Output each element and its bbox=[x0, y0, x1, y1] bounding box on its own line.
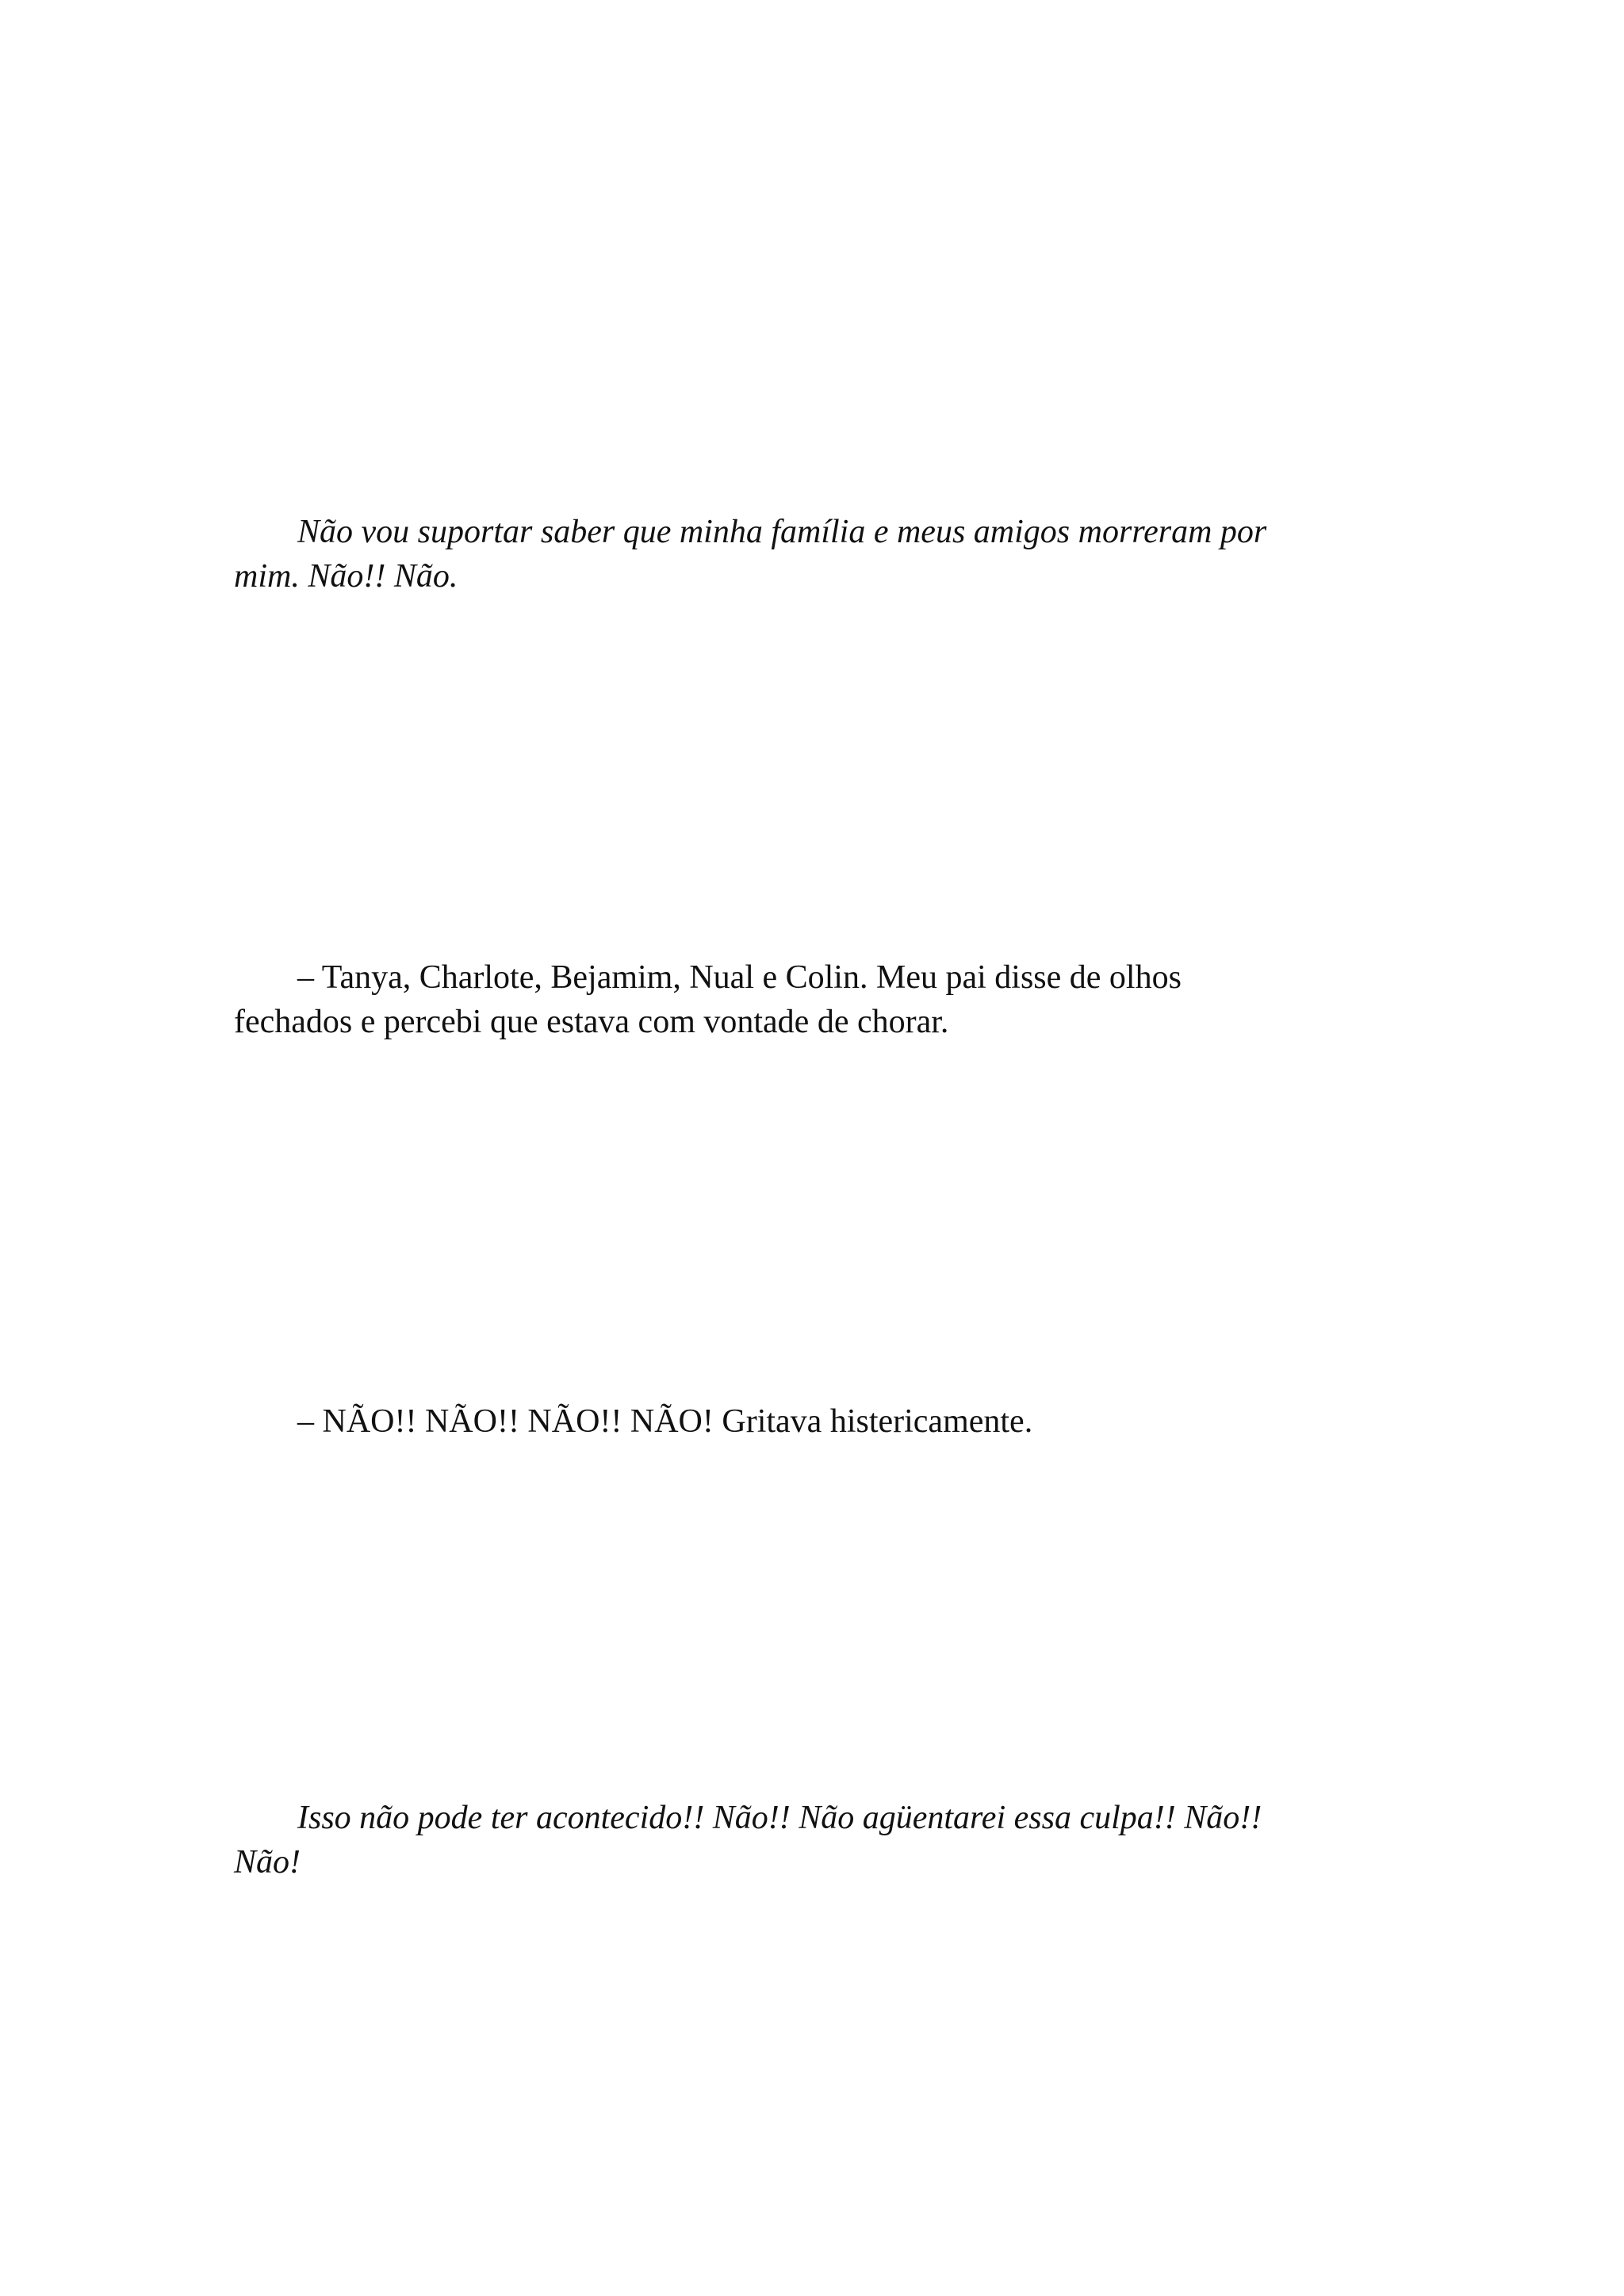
paragraph-2 bbox=[234, 955, 1392, 1044]
paragraph-1-line-1: Não vou suportar saber que minha família e meus amigos morreram por bbox=[297, 514, 1267, 550]
paragraph-4 bbox=[234, 1796, 1392, 1885]
paragraph-2-line-1: – Tanya, Charlote, Bejamim, Nual e Colin. Meu pai disse de olhos bbox=[297, 959, 1182, 996]
paragraph-3-line-1: – NÃO!! NÃO!! NÃO!! NÃO! Gritava histericamente. bbox=[297, 1403, 1033, 1440]
paragraph-4-line-2: Não! bbox=[234, 1844, 301, 1881]
paragraph-4-line-1: Isso não pode ter acontecido!! Não!! Não agüentarei essa culpa!! Não!! bbox=[297, 1800, 1262, 1836]
paragraph-1 bbox=[234, 510, 1392, 599]
paragraph-1-line-2: mim. Não!! Não. bbox=[234, 558, 458, 595]
paragraph-2-line-2: fechados e percebi que estava com vontade de chorar. bbox=[234, 1004, 949, 1040]
paragraph-3 bbox=[234, 1399, 1392, 1444]
